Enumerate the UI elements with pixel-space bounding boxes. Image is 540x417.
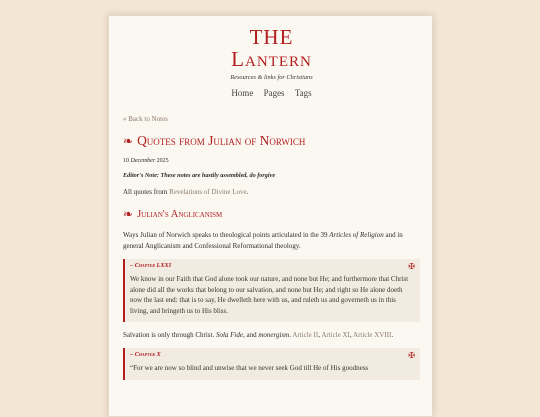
salvation-text-b: , and [242,331,259,340]
monergism: monergism [258,331,290,340]
quote-block [123,348,420,380]
logo-line-1: THE [249,25,294,49]
date-year: 2025 [156,158,169,164]
salvation-text-c: . [289,331,293,340]
back-to-notes-link[interactable]: « Back to Notes [123,115,168,123]
date-month: December [130,158,156,164]
article-xviii-link[interactable]: Article XVIII [353,331,392,340]
salvation-paragraph: Salvation is only through Christ. Sola Fide, and monergism. Article II, Article XI, Article XVIII. [123,331,394,340]
cross-icon: ✠ [408,351,415,361]
nav-pages[interactable]: Pages [263,88,285,98]
cross-icon: ✠ [408,262,415,271]
section-heading-row [123,207,420,222]
quote-chapter: – Chapter X [130,351,161,359]
sola-fide: Sola Fide [215,331,243,340]
article-ii-link[interactable]: Article II [292,331,319,340]
nav-tags[interactable]: Tags [294,88,312,98]
date-day: 10 [123,158,129,164]
salvation-text-a: Salvation is only through Christ. [123,331,216,340]
intro-text: All quotes from [123,188,170,196]
intro-suffix: . [246,188,249,196]
post-title: Quotes from Julian of Norwich [137,133,306,148]
article-xi-link[interactable]: Article XI [321,331,350,340]
fleuron-icon: ❧ [123,207,134,221]
quote-block [123,259,420,322]
page-card [108,15,433,417]
post-title-row [123,133,420,149]
fleuron-icon: ❧ [123,133,134,148]
quote-text: We know in our Faith that God alone took our nature, and none but He; and furthermore that Christ alone did all the works that belong to our salvation, and none but He; and right so He alone doeth now the last end: that is to say, He dwelleth here with us, and ruleth us and governeth us in this living, and bringeth us to His bliss. [130,275,409,315]
post-date [123,158,420,164]
section-text-b: and in general Anglicanism and Confessional Reformational theology. [123,231,403,250]
editor-note: Editor's Note: These notes are hastily assembled, do forgive [123,172,276,179]
nav-home[interactable]: Home [231,88,254,98]
section-text-a: Ways Julian of Norwich speaks to theological points articulated in the 39 [123,231,330,239]
section-heading: Julian's Anglicanism [137,209,223,220]
logo-line-2: Lantern [231,47,312,71]
revelations-link[interactable]: Revelations of Divine Love [169,188,247,196]
main-nav [123,88,420,98]
site-logo[interactable] [123,27,420,70]
intro-paragraph [123,187,420,198]
site-tagline: Resources & links for Christians [230,74,313,81]
articles-of-religion: Articles of Religion [329,231,384,239]
quote-text: “For we are now so blind and unwise that we never seek God till He of His goodness [130,364,369,373]
section-paragraph [123,230,420,252]
quote-chapter: – Chapter LXXI [130,262,172,269]
